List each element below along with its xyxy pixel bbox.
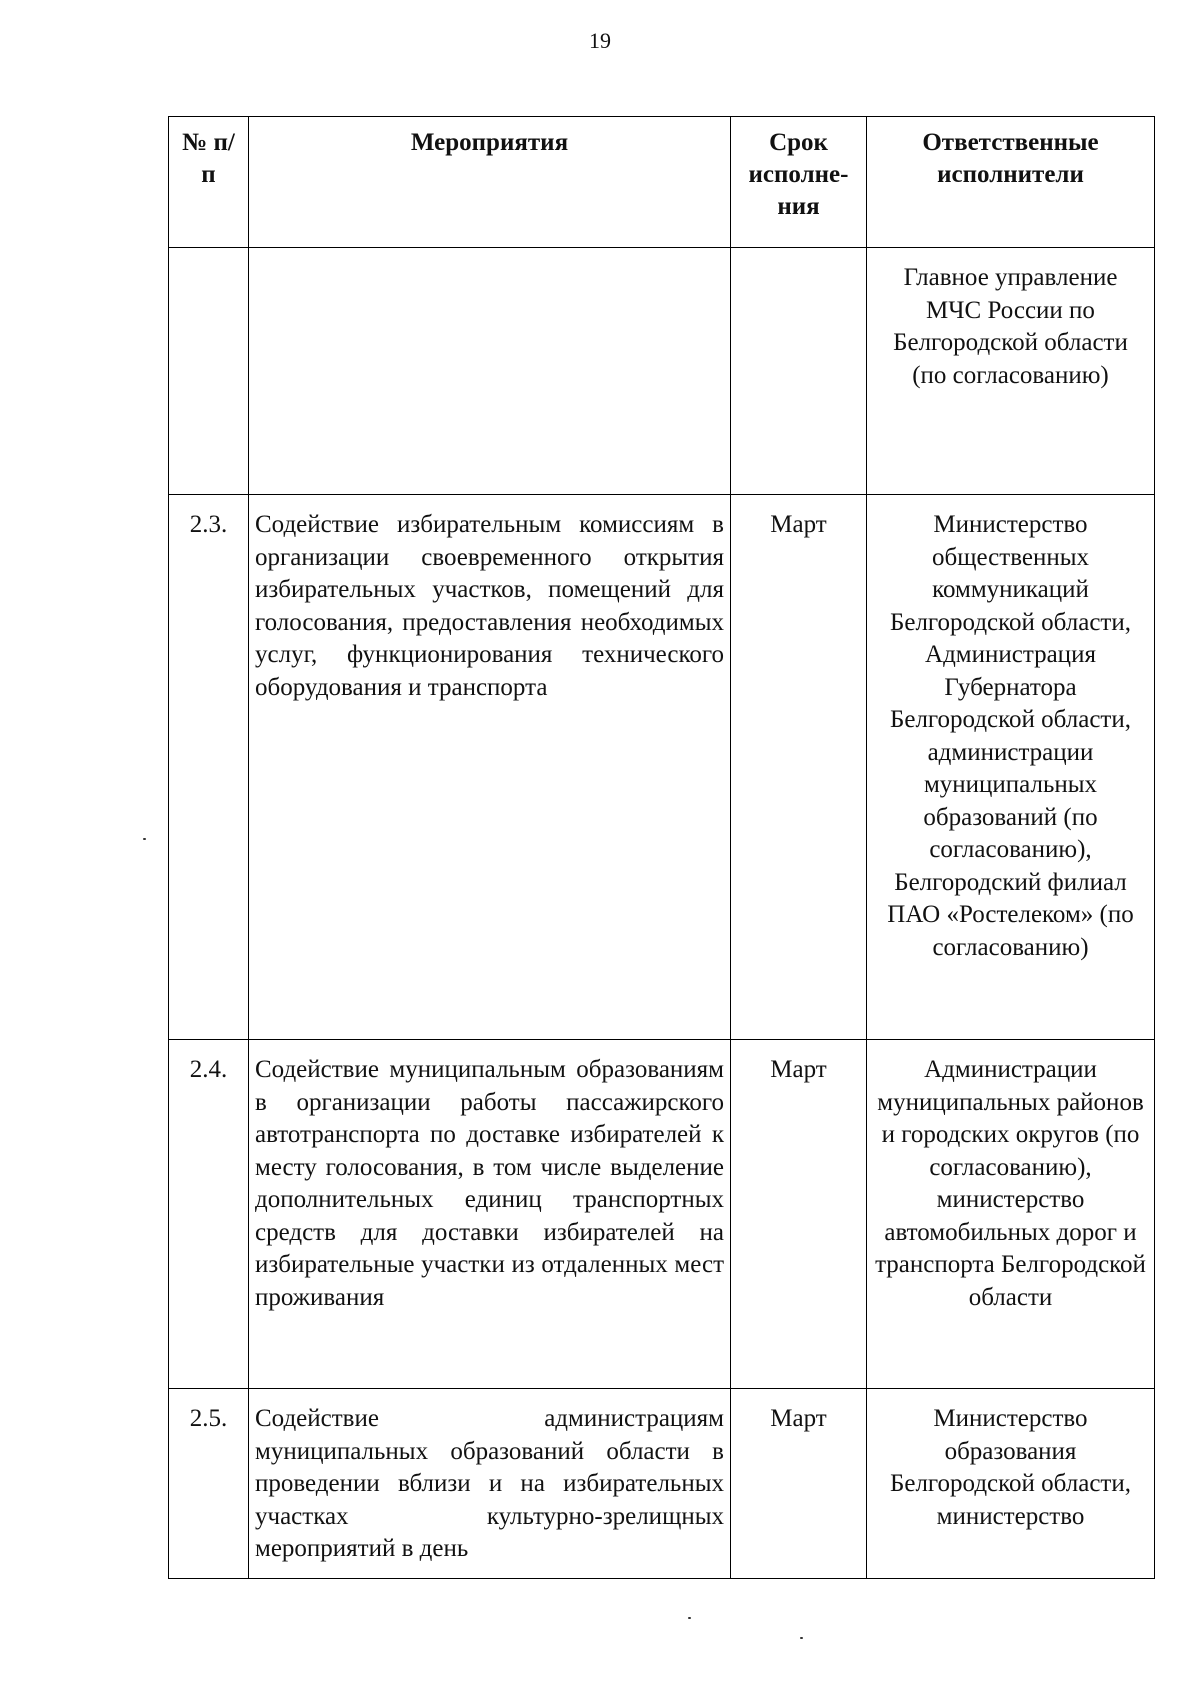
table-row — [169, 1040, 1155, 1389]
row-responsible: Министерство образования Белгородской области, министерство — [867, 1389, 1155, 1579]
header-number: № п/п — [169, 117, 249, 248]
table-row — [169, 1389, 1155, 1579]
header-responsible: Ответственные исполнители — [867, 117, 1155, 248]
scan-speck — [688, 1617, 691, 1619]
row-period: Март — [731, 495, 867, 1040]
page-number: 19 — [589, 28, 611, 53]
table-header-row — [169, 117, 1155, 248]
row-event-text: Содействие администрациям муниципальных образований области в проведении вблизи и на избирательных участках культурно-зрелищных мероприятий в день — [249, 1389, 731, 1579]
scan-speck — [143, 838, 146, 840]
row-event-text — [249, 248, 731, 495]
row-period: Март — [731, 1389, 867, 1579]
events-table — [168, 116, 1155, 1579]
header-period: Срок исполне-ния — [731, 117, 867, 248]
table-row — [169, 495, 1155, 1040]
row-period: Март — [731, 1040, 867, 1389]
row-event-text: Содействие избирательным комиссиям в организации своевременного открытия избирательных участков, помещений для голосования, предоставления необходимых услуг, функционирования технического оборудования и транспорта — [249, 495, 731, 1040]
row-period — [731, 248, 867, 495]
row-number — [169, 248, 249, 495]
row-number: 2.5. — [169, 1389, 249, 1579]
row-responsible: Главное управление МЧС России по Белгородской области (по согласованию) — [867, 248, 1155, 495]
row-responsible: Министерство общественных коммуникаций Белгородской области, Администрация Губернатора Белгородской области, администрации муниципальных образований (по согласованию), Белгородский филиал ПАО «Ростелеком» (по согласованию) — [867, 495, 1155, 1040]
row-event-text: Содействие муниципальным образованиям в организации работы пассажирского автотранспорта по доставке избирателей к месту голосования, в том числе выделение дополнительных единиц транспортных средств для доставки избирателей на избирательные участки из отдаленных мест проживания — [249, 1040, 731, 1389]
row-number: 2.3. — [169, 495, 249, 1040]
scan-speck — [800, 1637, 803, 1639]
header-events: Мероприятия — [249, 117, 731, 248]
table-row — [169, 248, 1155, 495]
row-number: 2.4. — [169, 1040, 249, 1389]
row-responsible: Администрации муниципальных районов и городских округов (по согласованию), министерство автомобильных дорог и транспорта Белгородской области — [867, 1040, 1155, 1389]
